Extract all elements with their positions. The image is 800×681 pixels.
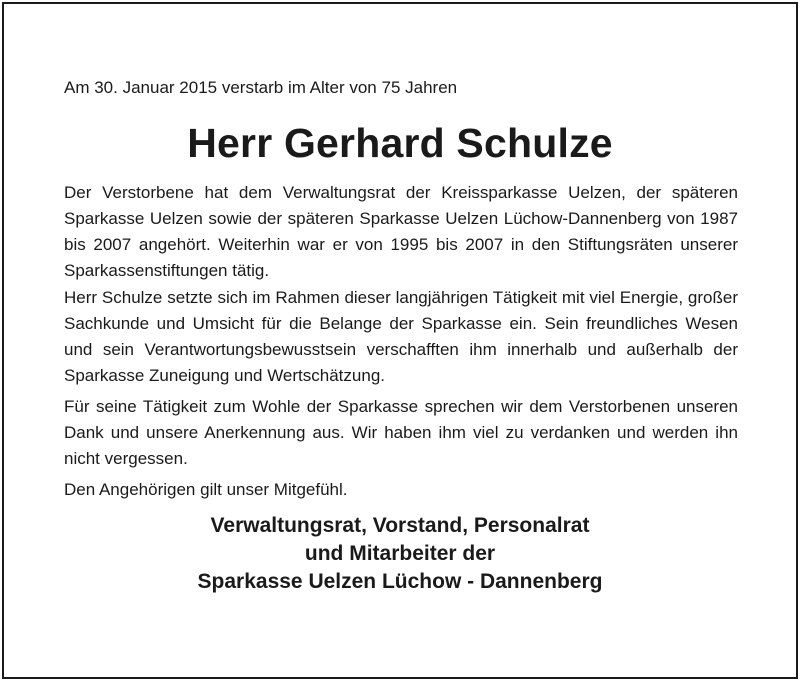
paragraph-text: Den Angehörigen gilt unser Mitgefühl. (64, 480, 348, 499)
paragraph-engagement (64, 285, 738, 389)
paragraph-text: Für seine Tätigkeit zum Wohle der Sparkasse sprechen wir dem Verstorbenen unseren Dank und unsere Anerkennung aus. Wir haben ihm viel zu verdanken und werden ihn nicht vergessen. (64, 397, 738, 468)
signature-line: und Mitarbeiter der (304, 542, 496, 565)
signature-block (0, 512, 800, 596)
paragraph-membership (64, 180, 738, 284)
paragraph-condolence (64, 477, 738, 503)
paragraph-text: Herr Schulze setzte sich im Rahmen dieser langjährigen Tätigkeit mit viel Energie, großer Sachkunde und Umsicht für die Belange der Sparkasse ein. Sein freundliches Wesen und sein Verantwortungsbewusstsein verschafften ihm innerhalb und außerhalb der Sparkasse Zuneigung und Wertschätzung. (64, 288, 738, 385)
deceased-name: Herr Gerhard Schulze (187, 120, 613, 166)
notice-intro: Am 30. Januar 2015 verstarb im Alter von 75 Jahren (64, 78, 458, 97)
signature-line: Sparkasse Uelzen Lüchow - Dannenberg (197, 570, 603, 593)
paragraph-gratitude (64, 394, 738, 472)
signature-line: Verwaltungsrat, Vorstand, Personalrat (210, 514, 590, 537)
paragraph-text: Der Verstorbene hat dem Verwaltungsrat der Kreissparkasse Uelzen, der späteren Sparkasse Uelzen sowie der späteren Sparkasse Uelzen Lüchow-Dannenberg von 1987 bis 2007 angehört. Weiterhin war er von 1995 bis 2007 in den Stiftungsräten unserer Sparkassenstiftungen tätig. (64, 183, 738, 280)
